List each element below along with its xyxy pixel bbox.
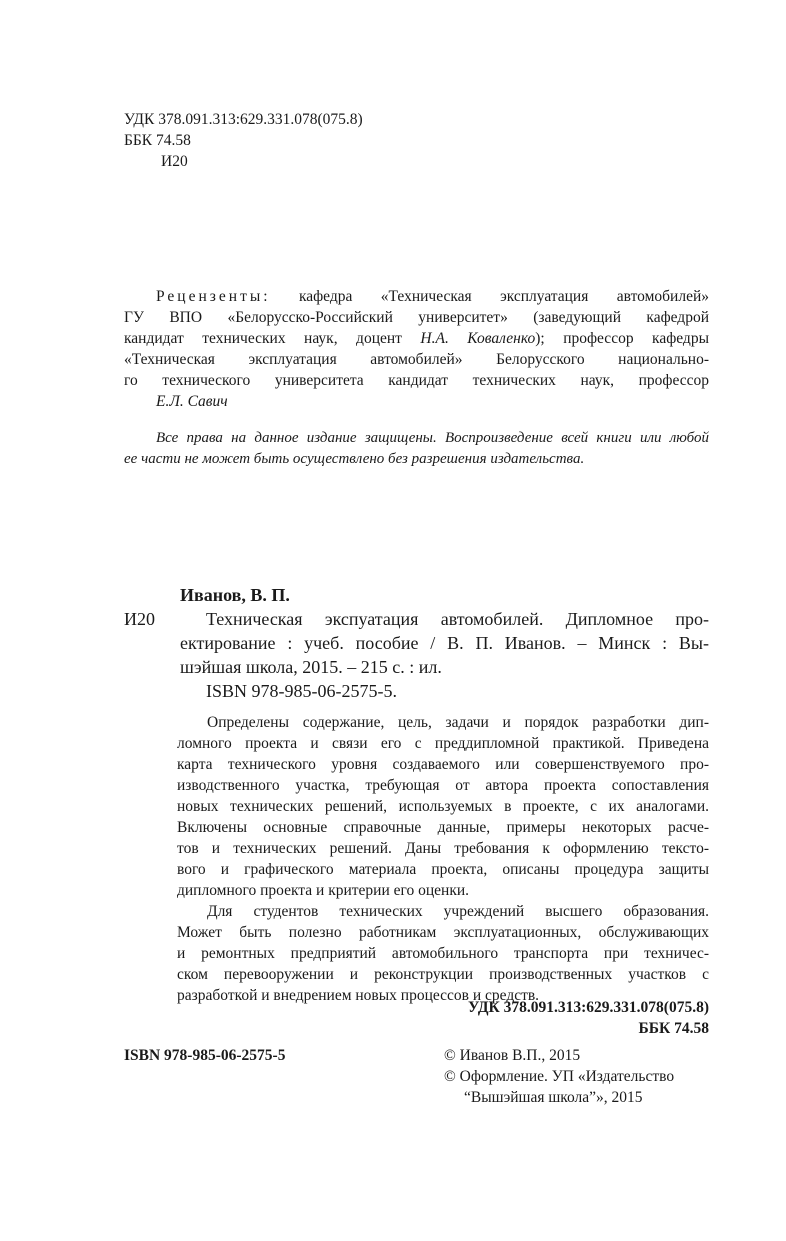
bibliography-code: И20 [124,609,155,629]
abstract-line: Включены основные справочные данные, примеры некоторых расче- [177,819,709,836]
abstract [177,712,709,1006]
biblio-line-3: шэйшая школа, 2015. – 215 с. : ил. [180,657,442,677]
bibliography-author: Иванов, В. П. [180,585,290,605]
footer-isbn: ISBN 978-985-06-2575-5 [124,1047,286,1064]
abstract-line: вого и графического материала проекта, описаны процедура защиты [177,861,709,878]
reviewers-line-6 [124,391,709,412]
reviewers-line-4: «Техническая эксплуатация автомобилей» Белорусского национально- [124,351,709,368]
bibliography-entry [180,607,709,703]
biblio-line-2: ектирование : учеб. пособие / В. П. Иванов. – Минск : Вы- [180,633,709,653]
abstract-line: и ремонтных предприятий автомобильного транспорта при техничес- [177,945,709,962]
copyright-block [444,1045,674,1108]
abstract-line: ломного проекта и связи его с преддипломной практикой. Приведена [177,735,709,752]
abstract-line: разработкой и внедрением новых процессов и средств. [177,987,540,1004]
copyright-author: © Иванов В.П., 2015 [444,1047,581,1064]
rights-notice [124,428,709,470]
biblio-line-1: Техническая экспуатация автомобилей. Дипломное про- [206,609,709,629]
reviewer-name-2: Е.Л. Савич [156,393,228,410]
bbk-code: ББК 74.58 [124,132,191,149]
reviewers-line-5: го технического университета кандидат технических наук, профессор [124,372,709,389]
footer-udk: УДК 378.091.313:629.331.078(075.8) [468,999,709,1016]
reviewers-block [124,286,709,412]
reviewer-name-1: Н.А. Коваленко [420,330,536,347]
abstract-line: изводственного участка, требующая от автора проекта сопоставления [177,777,709,794]
author-mark: И20 [161,153,188,170]
copyright-publisher: “Вышэйшая школа”», 2015 [464,1089,643,1106]
abstract-line: Может быть полезно работникам эксплуатационных, обслуживающих [177,924,709,941]
abstract-line: Для студентов технических учреждений высшего образования. [207,903,709,920]
abstract-line: тов и технических решений. Даны требования к оформлению тексто- [177,840,709,857]
abstract-line: Определены содержание, цель, задачи и порядок разработки дип- [207,714,709,731]
reviewers-line-2: ГУ ВПО «Белорусско-Российский университет» (заведующий кафедрой [124,309,709,326]
footer-classification [468,997,709,1039]
abstract-line: ском перевооружении и реконструкции производственных участков с [177,966,709,983]
copyright-design: © Оформление. УП «Издательство [444,1068,675,1085]
rights-line-1: Все права на данное издание защищены. Воспроизведение всей книги или любой [156,430,709,446]
reviewers-line-1: Рецензенты: кафедра «Техническая эксплуатация автомобилей» [156,288,709,305]
abstract-line: дипломного проекта и критерии его оценки. [177,882,470,899]
udk-code: УДК 378.091.313:629.331.078(075.8) [124,111,363,128]
header-classification [124,109,363,172]
biblio-isbn: ISBN 978-985-06-2575-5. [206,681,397,701]
reviewers-line-3: кандидат технических наук, доцент Н.А. Коваленко); профессор кафедры [124,330,709,347]
footer-bbk: ББК 74.58 [638,1020,709,1037]
reviewers-label: Рецензенты: [156,288,271,305]
abstract-line: карта технического уровня создаваемого или совершенствуемого про- [177,756,709,773]
abstract-line: новых технических решений, используемых в проекте, с их аналогами. [177,798,709,815]
rights-line-2: ее части не может быть осуществлено без разрешения издательства. [124,451,585,467]
